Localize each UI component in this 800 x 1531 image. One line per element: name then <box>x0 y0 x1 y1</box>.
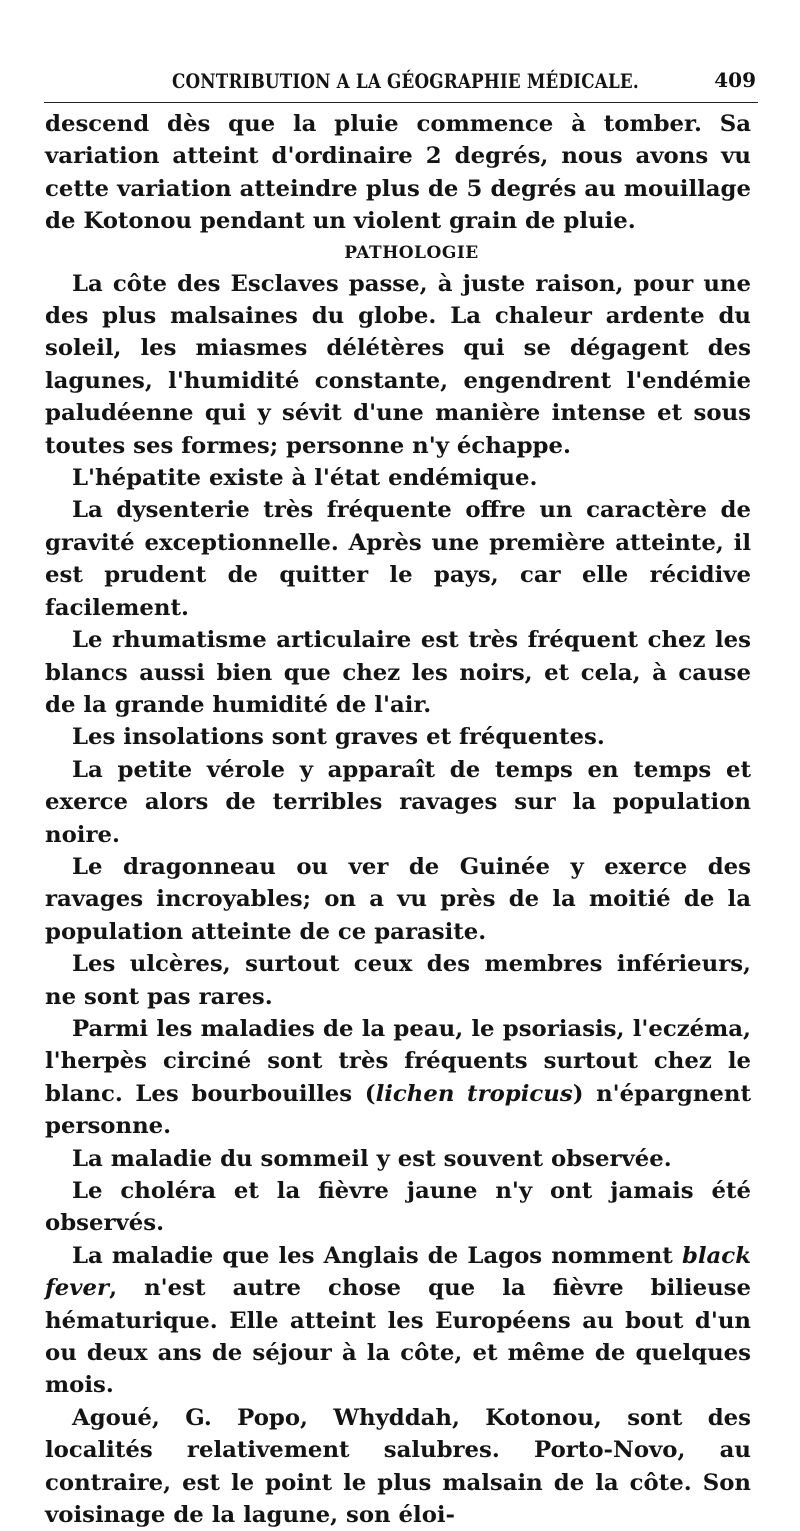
paragraph-black-fever <box>45 1240 751 1402</box>
paragraph-hepatitis: L'hépatite existe à l'état endémique. <box>72 465 538 492</box>
paragraph-ulcers: Les ulcères, surtout ceux des membres inférieurs, ne sont pas rares. <box>45 951 751 1010</box>
section-heading: PATHOLOGIE <box>344 242 479 263</box>
paragraph-text: , n'est autre chose que la fièvre bilieuse hématurique. Elle atteint les Européens au bout d'un ou deux ans de séjour à la côte, et même de quelques mois. <box>45 1275 751 1399</box>
paragraph-cholera: Le choléra et la fièvre jaune n'y ont jamais été observés. <box>45 1178 751 1237</box>
paragraph-smallpox: La petite vérole y apparaît de temps en temps et exerce alors de terribles ravages sur la population noire. <box>45 756 751 848</box>
italic-term: lichen tropicus <box>375 1080 573 1107</box>
italic-term: black fever <box>45 1242 751 1302</box>
paragraph-rheumatism: Le rhumatisme articulaire est très fréquent chez les blancs aussi bien que chez les noirs, et cela, à cause de la grande humidité de l'air. <box>45 627 751 718</box>
paragraph-dysentery: La dysenterie très fréquente offre un caractère de gravité exceptionnelle. Après une première atteinte, il est prudent de quitter le pays, car elle récidive facilement. <box>45 497 751 621</box>
paragraph-text: ) n'épargnent personne. <box>45 1080 751 1140</box>
paragraph-localities: Agoué, G. Popo, Whyddah, Kotonou, sont des localités relativement salubres. Porto-Novo, au contraire, est le point le plus malsain de la côte. Son voisinage de la lagune, son éloi- <box>45 1404 751 1529</box>
paragraph-sunstroke: Les insolations sont graves et fréquentes. <box>72 724 605 751</box>
paragraph-text: La maladie que les Anglais de Lagos nomment <box>72 1242 682 1269</box>
paragraph-guinea-worm: Le dragonneau ou ver de Guinée y exerce des ravages incroyables; on a vu près de la moitié de la population atteinte de ce parasite. <box>45 853 751 945</box>
running-title: CONTRIBUTION A LA GÉOGRAPHIE MÉDICALE. <box>172 70 639 93</box>
paragraph-sleeping-sickness: La maladie du sommeil y est souvent observée. <box>72 1145 672 1172</box>
page-number: 409 <box>714 68 756 92</box>
page-body <box>45 108 751 1531</box>
running-header <box>44 62 758 103</box>
paragraph-text: Parmi les maladies de la peau, le psoriasis, l'eczéma, l'herpès circiné sont très fréquents surtout chez le blanc. Les bourbouilles ( <box>45 1015 751 1107</box>
continuation-paragraph: descend dès que la pluie commence à tomber. Sa variation atteint d'ordinaire 2 degrés, nous avons vu cette variation atteindre plus de 5 degrés au mouillage de Kotonou pendant un violent grain de pluie. <box>45 111 751 235</box>
paragraph-slave-coast: La côte des Esclaves passe, à juste raison, pour une des plus malsaines du globe. La chaleur ardente du soleil, les miasmes délétères qui se dégagent des lagunes, l'humidité constante, engendrent l'endémie paludéenne qui y sévit d'une manière intense et sous toutes ses formes; personne n'y échappe. <box>45 270 751 459</box>
paragraph-skin-diseases <box>45 1013 751 1143</box>
